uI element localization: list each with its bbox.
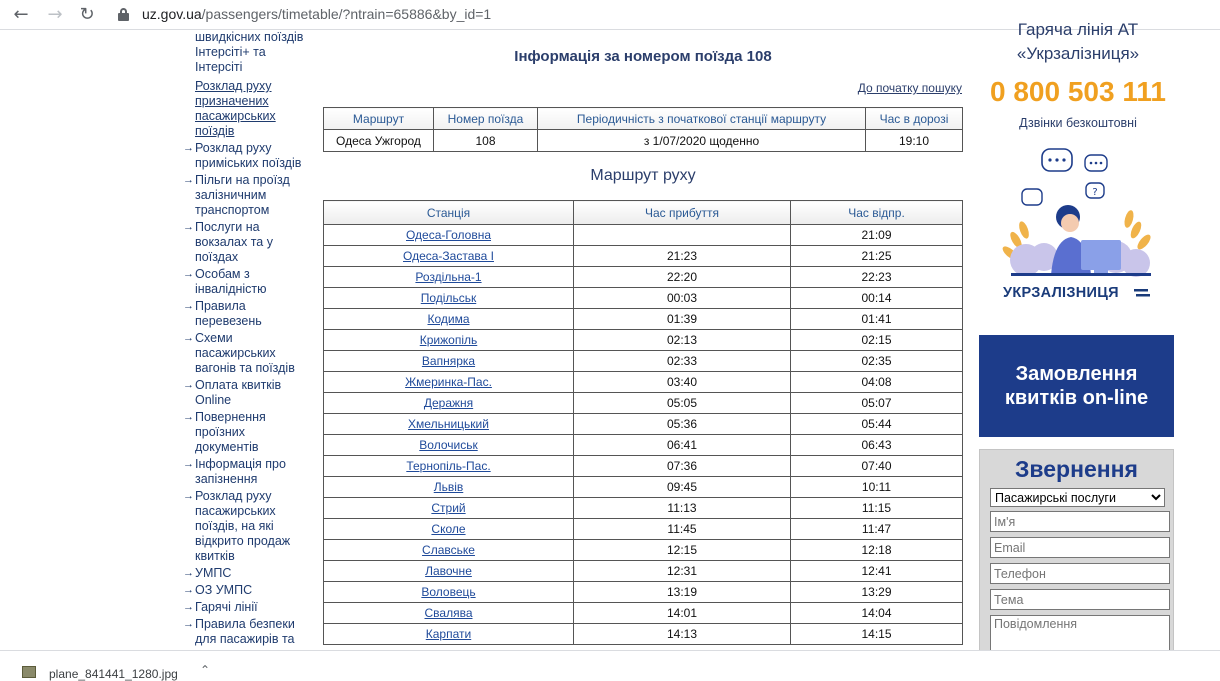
route-header-station: Станція bbox=[324, 201, 574, 225]
table-row bbox=[324, 435, 963, 456]
info-travel-time: 19:10 bbox=[866, 130, 963, 152]
station-cell bbox=[324, 246, 574, 267]
departure-cell: 22:23 bbox=[791, 267, 963, 288]
email-field[interactable] bbox=[990, 537, 1170, 558]
arrival-cell: 07:36 bbox=[574, 456, 791, 477]
arrival-cell: 12:31 bbox=[574, 561, 791, 582]
arrival-cell: 12:15 bbox=[574, 540, 791, 561]
station-cell bbox=[324, 519, 574, 540]
arrow-icon: → bbox=[183, 221, 194, 233]
sidebar-item[interactable] bbox=[180, 141, 310, 171]
route-table bbox=[323, 200, 963, 645]
sidebar-item-label: Правила безпеки для пасажирів та bbox=[195, 617, 295, 646]
order-tickets-banner[interactable]: Замовлення квитків on-line bbox=[979, 335, 1174, 437]
sidebar-item[interactable] bbox=[180, 457, 310, 487]
station-link[interactable]: Деражня bbox=[423, 396, 474, 410]
arrow-icon: → bbox=[183, 458, 194, 470]
reload-icon[interactable]: ↻ bbox=[79, 4, 95, 25]
station-cell bbox=[324, 624, 574, 645]
station-link[interactable]: Роздільна-1 bbox=[415, 270, 482, 284]
station-link[interactable]: Стрий bbox=[431, 501, 466, 515]
arrow-icon: → bbox=[183, 584, 194, 596]
sidebar-item[interactable] bbox=[180, 299, 310, 329]
arrow-icon: → bbox=[183, 142, 194, 154]
appeal-category-select[interactable] bbox=[990, 488, 1165, 507]
departure-cell: 05:44 bbox=[791, 414, 963, 435]
route-header-arrival: Час прибуття bbox=[574, 201, 791, 225]
sidebar-item[interactable] bbox=[180, 378, 310, 408]
departure-cell: 14:15 bbox=[791, 624, 963, 645]
sidebar-item-label: Повернення проїзних документів bbox=[195, 410, 266, 454]
arrival-cell: 03:40 bbox=[574, 372, 791, 393]
station-link[interactable]: Подільськ bbox=[420, 291, 477, 305]
info-header-travel-time: Час в дорозі bbox=[866, 108, 963, 130]
sidebar-item[interactable] bbox=[180, 583, 310, 598]
departure-cell: 13:29 bbox=[791, 582, 963, 603]
back-arrow-icon[interactable]: ← bbox=[13, 4, 29, 25]
main-content bbox=[323, 30, 963, 650]
brand-lines-icon bbox=[1134, 287, 1150, 299]
station-cell bbox=[324, 456, 574, 477]
brand-logo: УКРЗАЛІЗНИЦЯ bbox=[1003, 285, 1119, 301]
departure-cell: 07:40 bbox=[791, 456, 963, 477]
downloads-bar bbox=[0, 650, 1220, 681]
table-row bbox=[324, 498, 963, 519]
station-cell bbox=[324, 414, 574, 435]
arrow-icon: → bbox=[183, 268, 194, 280]
appeal-form bbox=[979, 449, 1174, 659]
table-row bbox=[324, 414, 963, 435]
departure-cell: 12:41 bbox=[791, 561, 963, 582]
free-call-note: Дзвінки безкоштовні bbox=[1019, 116, 1137, 130]
table-row bbox=[324, 540, 963, 561]
sidebar-item-label: Оплата квитків Online bbox=[195, 378, 282, 407]
table-row bbox=[324, 456, 963, 477]
info-header-row bbox=[324, 108, 963, 130]
arrow-icon: → bbox=[183, 490, 194, 502]
phone-field[interactable] bbox=[990, 563, 1170, 584]
arrival-cell: 14:01 bbox=[574, 603, 791, 624]
lock-icon[interactable] bbox=[118, 8, 129, 21]
arrival-cell: 06:41 bbox=[574, 435, 791, 456]
sidebar-item[interactable] bbox=[180, 267, 310, 297]
operator-icon bbox=[1051, 205, 1121, 275]
sidebar-item-label: Розклад руху призначених пасажирських поїздів bbox=[195, 79, 276, 138]
info-row bbox=[324, 130, 963, 152]
arrival-cell: 14:13 bbox=[574, 624, 791, 645]
station-link[interactable]: Львів bbox=[433, 480, 464, 494]
info-header-train-number: Номер поїзда bbox=[434, 108, 538, 130]
arrow-icon: → bbox=[183, 379, 194, 391]
sidebar-item[interactable] bbox=[180, 600, 310, 615]
sidebar-item-label: Послуги на вокзалах та у поїздах bbox=[195, 220, 273, 264]
station-link[interactable]: Крижопіль bbox=[419, 333, 478, 347]
arrival-cell: 09:45 bbox=[574, 477, 791, 498]
sidebar-item[interactable] bbox=[180, 220, 310, 265]
info-header-periodicity: Періодичність з початкової станції маршруту bbox=[538, 108, 866, 130]
departure-cell: 06:43 bbox=[791, 435, 963, 456]
station-link[interactable]: Кодима bbox=[427, 312, 470, 326]
sidebar-item-label: Інформація про запізнення bbox=[195, 457, 286, 486]
sidebar-item[interactable] bbox=[180, 410, 310, 455]
station-link[interactable]: Хмельницький bbox=[408, 417, 489, 431]
url-path: /passengers/timetable/?ntrain=65886&by_id=1 bbox=[201, 6, 492, 22]
departure-cell: 14:04 bbox=[791, 603, 963, 624]
table-row bbox=[324, 288, 963, 309]
station-cell bbox=[324, 477, 574, 498]
station-link[interactable]: Одеса-Застава І bbox=[403, 249, 494, 263]
back-to-search-link[interactable]: До початку пошуку bbox=[857, 81, 962, 95]
arrival-cell: 11:13 bbox=[574, 498, 791, 519]
sidebar-item-label: ОЗ УМПС bbox=[195, 583, 253, 597]
arrival-cell: 11:45 bbox=[574, 519, 791, 540]
table-row bbox=[324, 519, 963, 540]
arrow-icon: → bbox=[183, 601, 194, 613]
arrival-cell: 02:13 bbox=[574, 330, 791, 351]
departure-cell: 21:25 bbox=[791, 246, 963, 267]
svg-text:?: ? bbox=[1092, 187, 1098, 198]
station-cell bbox=[324, 540, 574, 561]
sidebar-item-label: Правила перевезень bbox=[195, 299, 262, 328]
hotline-phone: 0 800 503 111 bbox=[990, 76, 1166, 107]
train-info-table bbox=[323, 107, 963, 152]
sidebar-item[interactable] bbox=[180, 173, 310, 218]
station-cell bbox=[324, 393, 574, 414]
station-link[interactable]: Свалява bbox=[424, 606, 473, 620]
appeal-title: Звернення bbox=[1015, 456, 1138, 482]
forward-arrow-icon[interactable]: → bbox=[47, 4, 63, 25]
table-row bbox=[324, 624, 963, 645]
sidebar-item[interactable] bbox=[180, 566, 310, 581]
departure-cell: 05:07 bbox=[791, 393, 963, 414]
departure-cell: 01:41 bbox=[791, 309, 963, 330]
departure-cell: 11:47 bbox=[791, 519, 963, 540]
sidebar-item[interactable] bbox=[180, 331, 310, 376]
info-header-route: Маршрут bbox=[324, 108, 434, 130]
table-row bbox=[324, 330, 963, 351]
table-row bbox=[324, 561, 963, 582]
url-host: uz.gov.ua bbox=[142, 6, 202, 22]
arrow-icon: → bbox=[183, 411, 194, 423]
arrival-cell: 01:39 bbox=[574, 309, 791, 330]
call-center-illustration bbox=[996, 145, 1161, 305]
arrival-cell: 02:33 bbox=[574, 351, 791, 372]
table-row bbox=[324, 225, 963, 246]
station-link[interactable]: Тернопіль-Пас. bbox=[406, 459, 491, 473]
table-row bbox=[324, 309, 963, 330]
station-link[interactable]: Волочиськ bbox=[419, 438, 478, 452]
station-cell bbox=[324, 267, 574, 288]
download-file-name[interactable]: plane_841441_1280.jpg bbox=[49, 667, 178, 681]
station-link[interactable]: Одеса-Головна bbox=[405, 228, 491, 242]
station-link[interactable]: Карпати bbox=[425, 627, 472, 641]
departure-cell: 11:15 bbox=[791, 498, 963, 519]
departure-cell: 21:09 bbox=[791, 225, 963, 246]
arrival-cell: 22:20 bbox=[574, 267, 791, 288]
name-field[interactable] bbox=[990, 511, 1170, 532]
station-link[interactable]: Вапнярка bbox=[421, 354, 476, 368]
station-cell bbox=[324, 330, 574, 351]
arrival-cell bbox=[574, 225, 791, 246]
station-cell bbox=[324, 225, 574, 246]
route-header-departure: Час відпр. bbox=[791, 201, 963, 225]
message-field[interactable] bbox=[990, 615, 1170, 655]
arrow-icon: → bbox=[183, 174, 194, 186]
station-cell bbox=[324, 561, 574, 582]
address-bar[interactable] bbox=[142, 6, 491, 22]
arrow-icon: → bbox=[183, 618, 194, 630]
page-title: Інформація за номером поїзда 108 bbox=[514, 48, 772, 65]
right-column bbox=[978, 20, 1178, 650]
table-row bbox=[324, 393, 963, 414]
station-link[interactable]: Воловець bbox=[421, 585, 476, 599]
station-cell bbox=[324, 603, 574, 624]
arrival-cell: 05:05 bbox=[574, 393, 791, 414]
image-file-icon[interactable] bbox=[22, 666, 36, 678]
sidebar-item[interactable] bbox=[180, 617, 310, 647]
arrival-cell: 13:19 bbox=[574, 582, 791, 603]
station-link[interactable]: Славське bbox=[422, 543, 475, 557]
departure-cell: 02:35 bbox=[791, 351, 963, 372]
departure-cell: 00:14 bbox=[791, 288, 963, 309]
station-link[interactable]: Сколе bbox=[431, 522, 466, 536]
departure-cell: 02:15 bbox=[791, 330, 963, 351]
subject-field[interactable] bbox=[990, 589, 1170, 610]
sidebar-item-label: Розклад руху пасажирських поїздів, на які відкрито продаж квитків bbox=[195, 489, 291, 563]
arrival-cell: 05:36 bbox=[574, 414, 791, 435]
table-row bbox=[324, 372, 963, 393]
sidebar-item[interactable] bbox=[180, 79, 310, 139]
sidebar-item-label: Схеми пасажирських вагонів та поїздів bbox=[195, 331, 295, 375]
station-cell bbox=[324, 582, 574, 603]
speech-bubble-icon bbox=[1022, 149, 1107, 205]
table-row bbox=[324, 603, 963, 624]
table-row bbox=[324, 582, 963, 603]
chevron-up-icon[interactable]: ⌃ bbox=[200, 663, 211, 677]
station-cell bbox=[324, 288, 574, 309]
sidebar-item-label: УМПС bbox=[195, 566, 232, 580]
table-row bbox=[324, 246, 963, 267]
info-train-number: 108 bbox=[434, 130, 538, 152]
table-row bbox=[324, 351, 963, 372]
sidebar-item-label: Гарячі лінії bbox=[195, 600, 258, 614]
route-header-row bbox=[324, 201, 963, 225]
station-cell bbox=[324, 498, 574, 519]
sidebar-item-label: Пільги на проїзд залізничним транспортом bbox=[195, 173, 290, 217]
station-cell bbox=[324, 435, 574, 456]
table-row bbox=[324, 267, 963, 288]
arrival-cell: 21:23 bbox=[574, 246, 791, 267]
sidebar-item-label: Розклад руху приміських поїздів bbox=[195, 141, 302, 170]
departure-cell: 10:11 bbox=[791, 477, 963, 498]
hotline-title: Гаряча лінія АТ «Укрзалізниця» bbox=[1016, 20, 1140, 63]
station-cell bbox=[324, 351, 574, 372]
station-cell bbox=[324, 372, 574, 393]
departure-cell: 12:18 bbox=[791, 540, 963, 561]
arrow-icon: → bbox=[183, 332, 194, 344]
departure-cell: 04:08 bbox=[791, 372, 963, 393]
route-title: Маршрут руху bbox=[590, 167, 696, 184]
station-link[interactable]: Лавочне bbox=[425, 564, 472, 578]
station-link[interactable]: Жмеринка-Пас. bbox=[405, 375, 492, 389]
sidebar-top-text[interactable]: швидкісних поїздів Інтерсіті+ та Інтерсіті bbox=[195, 30, 304, 74]
sidebar-item-label: Особам з інвалідністю bbox=[195, 267, 267, 296]
table-row bbox=[324, 477, 963, 498]
info-periodicity: з 1/07/2020 щоденно bbox=[538, 130, 866, 152]
arrival-cell: 00:03 bbox=[574, 288, 791, 309]
sidebar bbox=[180, 30, 310, 650]
arrow-icon: → bbox=[183, 300, 194, 312]
station-cell bbox=[324, 309, 574, 330]
info-route: Одеса Ужгород bbox=[324, 130, 434, 152]
arrow-icon: → bbox=[183, 567, 194, 579]
sidebar-item[interactable] bbox=[180, 489, 310, 564]
